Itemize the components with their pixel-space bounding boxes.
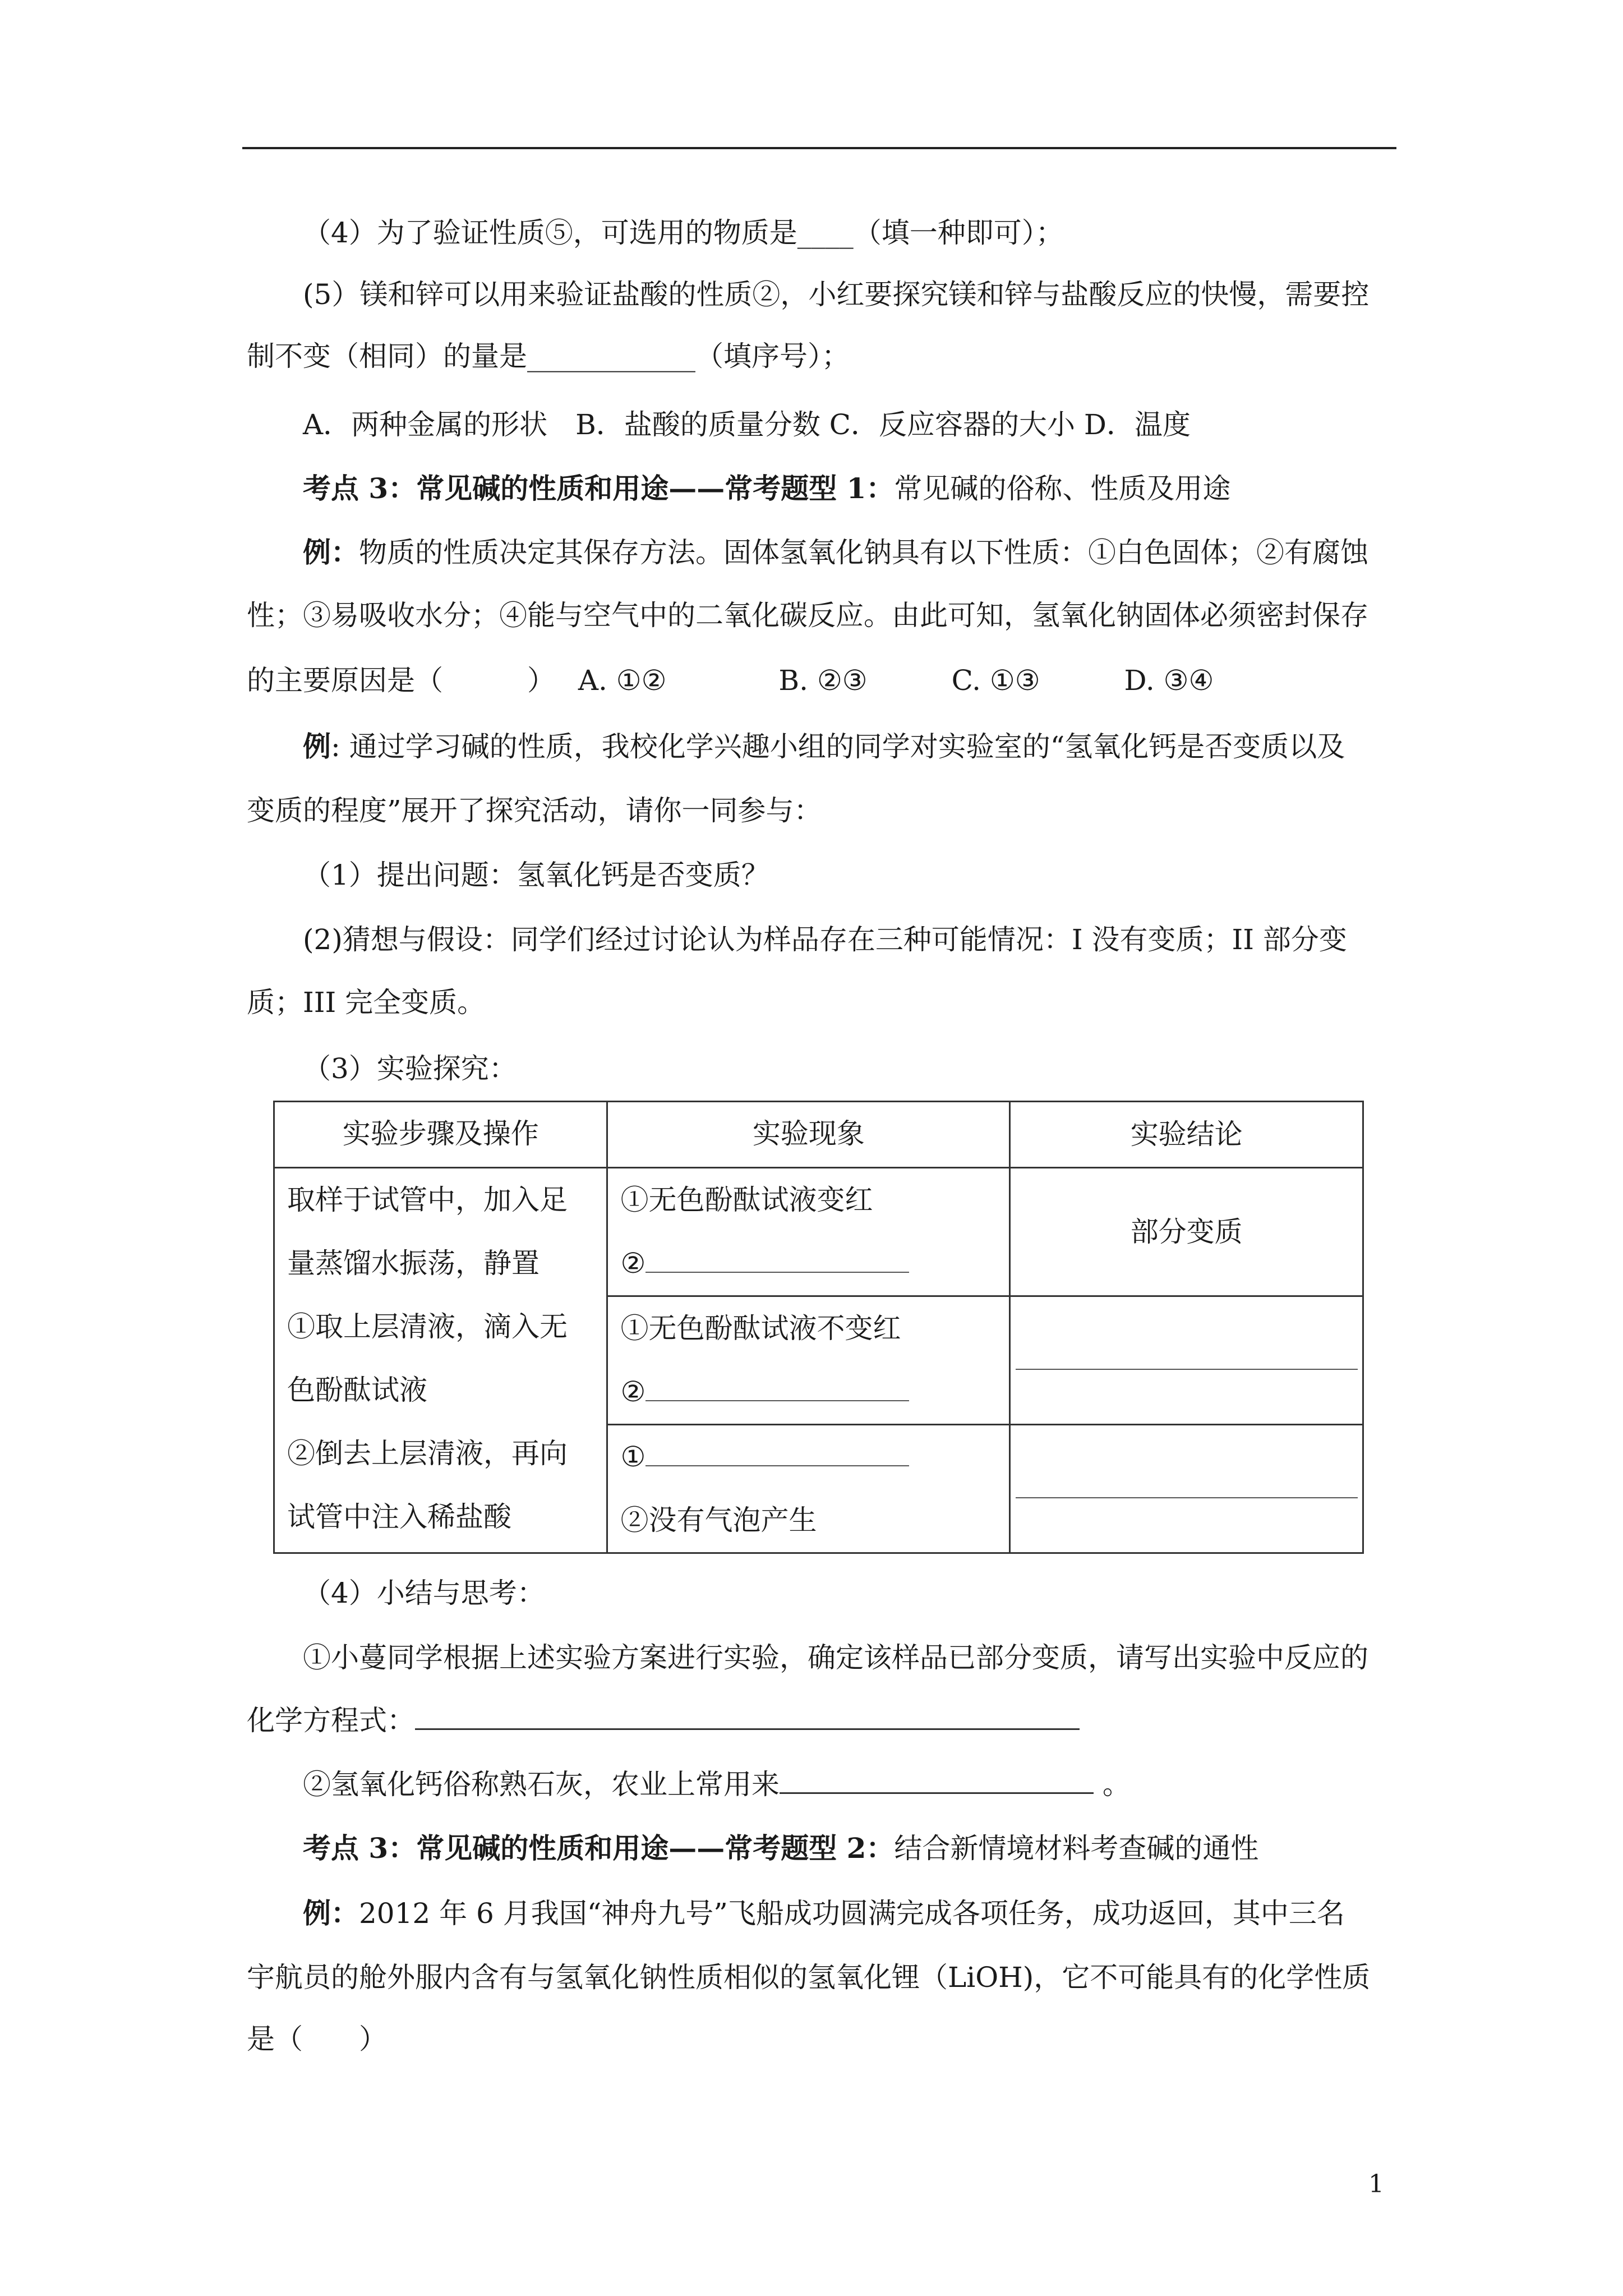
answer-blank[interactable] (645, 1465, 909, 1466)
section-heading-2-rest: 结合新情境材料考查碱的通性 (894, 1832, 1259, 1865)
usage-blank[interactable] (780, 1792, 1094, 1794)
example-1-line3: 的主要原因是（ ） A. ①② B. ②③ C. ①③ D. ③④ (247, 664, 1214, 697)
observation-line (620, 1232, 997, 1295)
example-2-step4-line1: ①小蔓同学根据上述实验方案进行实验，确定该样品已部分变质，请写出实验中反应的 (303, 1641, 1368, 1674)
example-2-step4: （4）小结与思考： (303, 1577, 545, 1609)
section-heading-2-bold: 考点 3：常见碱的性质和用途——常考题型 2： (303, 1832, 895, 1865)
table-observation-cell (607, 1168, 1010, 1296)
section-heading-1-bold: 考点 3：常见碱的性质和用途——常考题型 1： (303, 472, 895, 505)
example-3-line1 (303, 1894, 1345, 1933)
table-observation-cell (607, 1296, 1010, 1425)
example-2-step1: （1）提出问题：氢氧化钙是否变质？ (303, 859, 769, 891)
question-5-options: A．两种金属的形状 B．盐酸的质量分数 C．反应容器的大小 D．温度 (303, 408, 1191, 441)
observation-line: ①无色酚酞试液变红 (620, 1184, 873, 1216)
answer-blank[interactable] (1016, 1464, 1358, 1498)
example-1-text1: 物质的性质决定其保存方法。固体氢氧化钠具有以下性质：①白色固体；②有腐蚀 (359, 536, 1368, 569)
table-header-steps: 实验步骤及操作 (274, 1102, 607, 1168)
example-3-text1: 2012 年 6 月我国“神舟九号”飞船成功圆满完成各项任务，成功返回，其中三名 (359, 1897, 1345, 1930)
step-line: ②倒去上层清液，再向 (287, 1437, 568, 1470)
observation-prefix: ② (620, 1375, 646, 1408)
example-2-step2-line1: (2)猜想与假设：同学们经过讨论认为样品存在三种可能情况：I 没有变质；II 部分变 (303, 923, 1347, 956)
section-heading-1-rest: 常见碱的俗称、性质及用途 (894, 472, 1231, 505)
example-1-label: 例： (303, 536, 359, 569)
experiment-table (273, 1101, 1364, 1554)
observation-prefix: ② (620, 1247, 646, 1280)
example-2-step2-line2: 质；III 完全变质。 (247, 986, 486, 1019)
observation-prefix: ① (620, 1441, 646, 1473)
example-3-line3: 是（ ） (247, 2023, 387, 2055)
table-header-conclusion: 实验结论 (1010, 1102, 1363, 1168)
example-1-line1 (303, 533, 1368, 572)
answer-blank[interactable] (645, 1272, 909, 1273)
answer-blank[interactable] (1016, 1335, 1358, 1370)
step-line: 取样于试管中，加入足 (287, 1184, 568, 1216)
example-2-label: 例 (303, 730, 331, 763)
step-line: ①取上层清液，滴入无 (287, 1310, 568, 1343)
example-3-line2: 宇航员的舱外服内含有与氢氧化钠性质相似的氢氧化锂（LiOH)，它不可能具有的化学性质 (247, 1961, 1371, 1994)
question-5-line1: (5）镁和锌可以用来验证盐酸的性质②，小红要探究镁和锌与盐酸反应的快慢，需要控 (303, 278, 1370, 311)
example-2-step3: （3）实验探究： (303, 1052, 517, 1085)
example-2-step4-line2 (247, 1701, 1080, 1740)
equation-label: 化学方程式： (247, 1704, 415, 1737)
section-heading-2 (303, 1829, 1258, 1868)
section-heading-1 (303, 469, 1230, 508)
table-conclusion-cell: 部分变质 (1010, 1168, 1363, 1296)
step-line: 量蒸馏水振荡，静置 (287, 1247, 540, 1280)
usage-end: 。 (1094, 1768, 1131, 1801)
table-conclusion-cell (1010, 1425, 1363, 1553)
answer-blank[interactable] (645, 1400, 909, 1401)
question-4: （4）为了验证性质⑤，可选用的物质是____（填一种即可）； (303, 217, 1064, 249)
equation-blank[interactable] (415, 1728, 1080, 1730)
table-conclusion-cell (1010, 1296, 1363, 1425)
table-row (274, 1168, 1363, 1296)
table-header-observations: 实验现象 (607, 1102, 1010, 1168)
example-2-line2: 变质的程度”展开了探究活动，请你一同参与： (247, 794, 822, 827)
step-line: 色酚酞试液 (287, 1374, 427, 1406)
example-2-step4-line3 (303, 1765, 1131, 1804)
observation-line: ②没有气泡产生 (620, 1504, 817, 1536)
header-rule (242, 147, 1396, 149)
question-5-line2: 制不变（相同）的量是____________（填序号）； (247, 340, 850, 372)
observation-line: ①无色酚酞试液不变红 (620, 1312, 901, 1345)
example-2-text1: : 通过学习碱的性质，我校化学兴趣小组的同学对实验室的“氢氧化钙是否变质以及 (331, 730, 1345, 763)
observation-line (620, 1425, 997, 1489)
page-number: 1 (1368, 2170, 1384, 2198)
usage-label: ②氢氧化钙俗称熟石灰，农业上常用来 (303, 1768, 780, 1801)
example-3-label: 例： (303, 1897, 359, 1930)
observation-line (620, 1360, 997, 1424)
table-header-row (274, 1102, 1363, 1168)
table-observation-cell (607, 1425, 1010, 1553)
step-line: 试管中注入稀盐酸 (287, 1501, 511, 1533)
example-2-line1 (303, 727, 1345, 766)
table-steps-cell (274, 1168, 607, 1553)
example-1-line2: 性；③易吸收水分；④能与空气中的二氧化碳反应。由此可知，氢氧化钠固体必须密封保存 (247, 599, 1368, 632)
